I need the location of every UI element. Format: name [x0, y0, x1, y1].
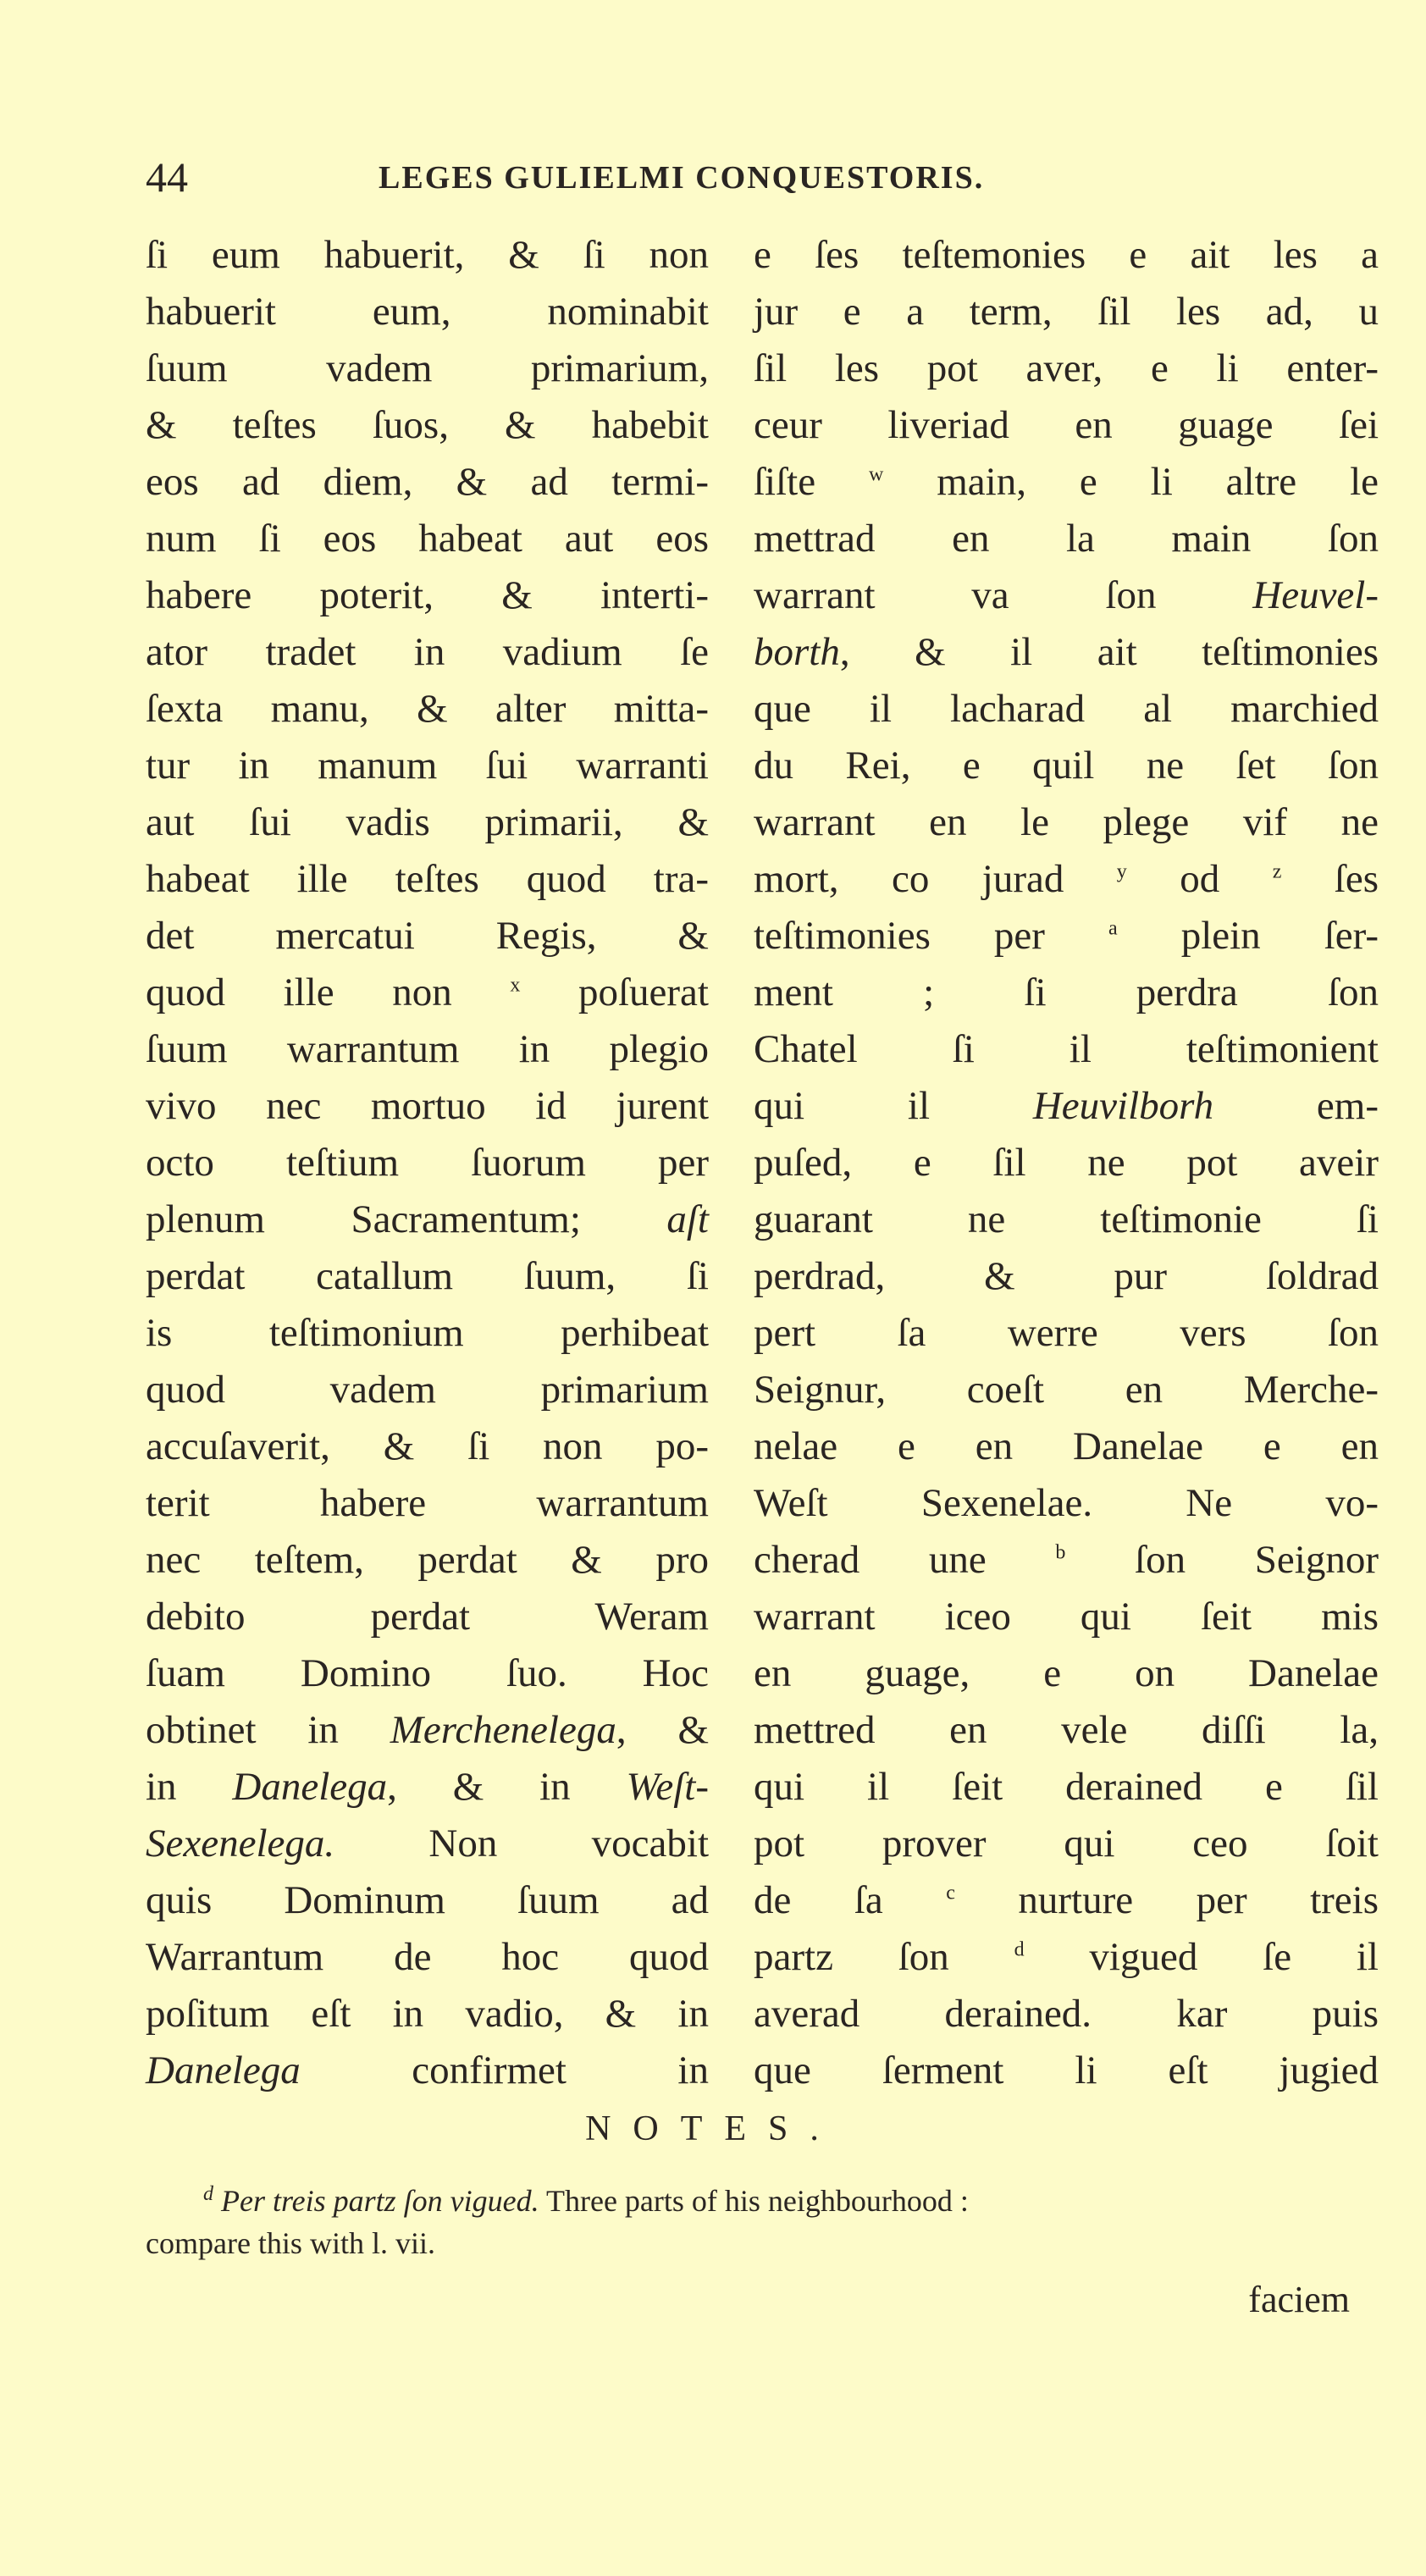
text-line — [754, 1305, 1379, 1362]
text-segment: Non vocabit — [334, 1821, 709, 1866]
text-segment: plenum Sacramentum; — [146, 1197, 667, 1241]
text-segment: nelae e en Danelae e en — [754, 1424, 1379, 1468]
text-segment: warrant en le plege vif ne — [754, 800, 1379, 844]
text-line — [754, 965, 1379, 1021]
text-segment: pert ſa werre vers ſon — [754, 1311, 1379, 1355]
footnote-marker: d — [203, 2183, 213, 2205]
text-line — [146, 1191, 709, 1248]
italic-text: borth — [754, 630, 840, 674]
left-column-latin — [146, 227, 709, 2099]
text-segment: mettrad en la main ſon — [754, 517, 1379, 561]
text-segment: que ſerment li eſt jugied — [754, 2048, 1379, 2092]
text-line — [146, 851, 709, 908]
text-line — [146, 1021, 709, 1078]
text-line — [146, 511, 709, 567]
text-segment: quis Dominum ſuum ad — [146, 1878, 709, 1922]
text-segment: poſitum eſt in vadio, & in — [146, 1992, 709, 2036]
text-segment: num ſi eos habeat aut eos — [146, 517, 709, 561]
text-line — [754, 1362, 1379, 1418]
text-segment: e ſes teſtemonies e ait les a — [754, 233, 1379, 277]
catchword: faciem — [1248, 2279, 1350, 2320]
text-line — [146, 397, 709, 454]
text-line — [754, 1872, 1379, 1929]
text-segment: nurture per treis — [954, 1878, 1379, 1922]
text-segment: perdat catallum ſuum, ſi — [146, 1254, 709, 1298]
text-line — [146, 794, 709, 851]
text-segment: qui il ſeit derained e ſil — [754, 1765, 1379, 1809]
text-line — [754, 1759, 1379, 1816]
text-segment: warrant va ſon — [754, 573, 1253, 617]
text-line — [146, 965, 709, 1021]
text-line — [146, 454, 709, 511]
text-segment: warrant iceo qui ſeit mis — [754, 1595, 1379, 1639]
running-head: LEGES GULIELMI CONQUESTORIS. — [379, 160, 985, 196]
text-line — [754, 1418, 1379, 1475]
text-line — [754, 1248, 1379, 1305]
text-line — [754, 340, 1379, 397]
italic-text: Merchenelega — [390, 1708, 616, 1752]
text-line — [754, 851, 1379, 908]
text-segment: habeat ille teſtes quod tra- — [146, 857, 709, 901]
right-column-french — [754, 227, 1379, 2099]
text-segment: ſuum vadem primarium, — [146, 346, 709, 390]
text-segment: que il lacharad al marchied — [754, 687, 1379, 731]
text-segment: partz ſon — [754, 1935, 1014, 1979]
notes-heading: NOTES. — [585, 2109, 841, 2148]
text-segment: , & in — [387, 1765, 627, 1809]
text-line — [754, 681, 1379, 738]
text-line — [146, 1702, 709, 1759]
text-segment: terit habere warrantum — [146, 1481, 709, 1525]
footnote-d — [203, 2183, 1389, 2219]
italic-text: Danelega — [146, 2048, 301, 2092]
text-line — [146, 908, 709, 965]
text-segment: , & — [616, 1708, 709, 1752]
text-segment: ſexta manu, & alter mitta- — [146, 687, 709, 731]
text-line — [146, 624, 709, 681]
text-line — [754, 397, 1379, 454]
text-segment: ſes — [1281, 857, 1379, 901]
text-line — [146, 1305, 709, 1362]
text-segment: Seignur, coeſt en Merche- — [754, 1368, 1379, 1412]
footnote-ref: z — [1272, 860, 1282, 883]
italic-text: Heuvel- — [1252, 573, 1379, 617]
text-segment: tur in manum ſui warranti — [146, 744, 709, 788]
text-segment: aut ſui vadis primarii, & — [146, 800, 709, 844]
text-segment: accuſaverit, & ſi non po- — [146, 1424, 709, 1468]
footnote-continuation: compare this with l. vii. — [146, 2226, 435, 2260]
text-segment: nec teſtem, perdat & pro — [146, 1538, 709, 1582]
text-line — [754, 1135, 1379, 1191]
text-segment: puſed, e ſil ne pot aveir — [754, 1141, 1379, 1185]
text-segment: od — [1126, 857, 1273, 901]
text-line — [754, 1645, 1379, 1702]
text-segment: qui il — [754, 1084, 1033, 1128]
text-segment: du Rei, e quil ne ſet ſon — [754, 744, 1379, 788]
text-segment: cherad une — [754, 1538, 1056, 1582]
text-segment: en guage, e on Danelae — [754, 1651, 1379, 1695]
footnote-translation: Three parts of his neighbourhood : — [546, 2184, 969, 2218]
italic-text: Weſt- — [626, 1765, 709, 1809]
text-line — [754, 567, 1379, 624]
text-line — [146, 1645, 709, 1702]
text-line — [146, 1135, 709, 1191]
text-segment: ceur liveriad en guage ſei — [754, 403, 1379, 447]
text-line — [146, 1816, 709, 1872]
text-line — [146, 1986, 709, 2043]
text-line — [146, 1078, 709, 1135]
text-line — [146, 1929, 709, 1986]
text-segment: poſuerat — [520, 970, 709, 1014]
text-segment: Chatel ſi il teſtimonient — [754, 1027, 1379, 1071]
text-line — [146, 1362, 709, 1418]
text-line — [754, 738, 1379, 794]
text-segment: ſil les pot aver, e li enter- — [754, 346, 1379, 390]
text-line — [146, 567, 709, 624]
text-line — [754, 794, 1379, 851]
text-line — [146, 1589, 709, 1645]
text-segment: ſiſte — [754, 460, 869, 504]
text-segment: ſuum warrantum in plegio — [146, 1027, 709, 1071]
text-segment: de ſa — [754, 1878, 947, 1922]
footnote-quote: Per treis partz ſon vigued. — [221, 2184, 539, 2218]
footnote-ref: y — [1116, 860, 1127, 883]
italic-text: aſt — [666, 1197, 709, 1241]
footnote-ref: a — [1108, 917, 1118, 940]
text-line — [754, 1929, 1379, 1986]
text-segment: plein ſer- — [1117, 914, 1379, 958]
text-segment: ment ; ſi perdra ſon — [754, 970, 1379, 1014]
text-line — [754, 908, 1379, 965]
text-segment: ſuam Domino ſuo. Hoc — [146, 1651, 709, 1695]
text-line — [146, 681, 709, 738]
text-segment: habuerit eum, nominabit — [146, 290, 709, 334]
italic-text: Danelega — [232, 1765, 388, 1809]
text-segment: ſi eum habuerit, & ſi non — [146, 233, 709, 277]
text-segment: Warrantum de hoc quod — [146, 1935, 709, 1979]
footnote-ref: w — [869, 463, 884, 486]
text-segment: perdrad, & pur ſoldrad — [754, 1254, 1379, 1298]
text-segment: debito perdat Weram — [146, 1595, 709, 1639]
text-line — [754, 227, 1379, 284]
page-header — [146, 152, 1382, 212]
text-segment: ſon Seignor — [1065, 1538, 1379, 1582]
text-line — [754, 1816, 1379, 1872]
text-line — [146, 1475, 709, 1532]
text-line — [146, 1532, 709, 1589]
footnote-ref: x — [510, 974, 521, 997]
text-segment: obtinet in — [146, 1708, 390, 1752]
text-segment: confirmet in — [300, 2048, 709, 2092]
text-segment: in — [146, 1765, 233, 1809]
text-segment: guarant ne teſtimonie ſi — [754, 1197, 1379, 1241]
text-line — [146, 1248, 709, 1305]
page-number: 44 — [146, 153, 188, 201]
text-line — [754, 624, 1379, 681]
text-segment: mettred en vele diſſi la, — [754, 1708, 1379, 1752]
text-segment: averad derained. kar puis — [754, 1992, 1379, 2036]
text-segment: is teſtimonium perhibeat — [146, 1311, 709, 1355]
text-line — [754, 284, 1379, 340]
text-segment: & teſtes ſuos, & habebit — [146, 403, 709, 447]
text-line — [146, 738, 709, 794]
text-line — [146, 1872, 709, 1929]
text-segment: habere poterit, & interti- — [146, 573, 709, 617]
text-segment: quod ille non — [146, 970, 511, 1014]
text-segment: Weſt Sexenelae. Ne vo- — [754, 1481, 1379, 1525]
text-line — [754, 1191, 1379, 1248]
footnote-ref: d — [1014, 1938, 1025, 1961]
text-segment: pot prover qui ceo ſoit — [754, 1821, 1379, 1866]
text-segment: octo teſtium ſuorum per — [146, 1141, 709, 1185]
text-line — [146, 2043, 709, 2099]
text-segment: em- — [1213, 1084, 1379, 1128]
text-line — [146, 1418, 709, 1475]
text-line — [754, 1078, 1379, 1135]
text-segment: eos ad diem, & ad termi- — [146, 460, 709, 504]
text-line — [754, 1475, 1379, 1532]
italic-text: Heuvilborh — [1032, 1084, 1214, 1128]
text-segment: teſtimonies per — [754, 914, 1108, 958]
text-segment: main, e li altre le — [883, 460, 1379, 504]
text-line — [754, 454, 1379, 511]
text-line — [754, 1986, 1379, 2043]
text-segment: mort, co jurad — [754, 857, 1117, 901]
text-segment: jur e a term, ſil les ad, u — [754, 290, 1379, 334]
text-segment: vigued ſe il — [1024, 1935, 1379, 1979]
text-line — [146, 227, 709, 284]
text-line — [146, 1759, 709, 1816]
italic-text: Sexenelega. — [146, 1821, 335, 1866]
text-segment: , & il ait teſtimonies — [839, 630, 1379, 674]
text-segment: det mercatui Regis, & — [146, 914, 709, 958]
text-line — [754, 511, 1379, 567]
footnote-ref: c — [946, 1882, 955, 1904]
text-line — [754, 2043, 1379, 2099]
footnote-ref: b — [1055, 1541, 1066, 1564]
text-line — [146, 284, 709, 340]
text-line — [754, 1702, 1379, 1759]
text-line — [754, 1021, 1379, 1078]
text-segment: quod vadem primarium — [146, 1368, 709, 1412]
text-line — [754, 1589, 1379, 1645]
text-segment: ator tradet in vadium ſe — [146, 630, 709, 674]
text-segment: vivo nec mortuo id jurent — [146, 1084, 709, 1128]
text-line — [146, 340, 709, 397]
text-line — [754, 1532, 1379, 1589]
